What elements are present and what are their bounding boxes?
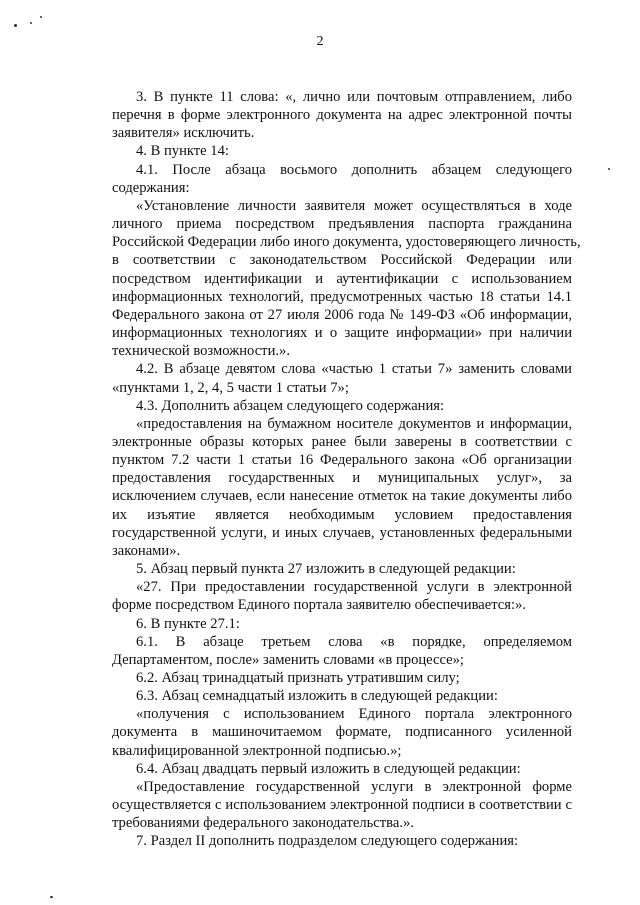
paragraph-line: 4.2. В абзаце девятом слова «частью 1 статьи 7» заменить словами [136,361,572,378]
scan-speck [608,168,610,170]
paragraph-line: технической возможности.». [112,343,290,360]
document-paragraph [112,397,572,415]
document-paragraph [112,142,572,160]
paragraph-line: 4.3. Дополнить абзацем следующего содержания: [136,397,445,414]
paragraph-line: 6. В пункте 27.1: [136,615,240,632]
paragraph-line: их изъятие является необходимым условием предоставления [112,506,572,523]
scan-speck [40,16,42,18]
paragraph-line: содержания: [112,179,190,196]
scan-speck [50,896,53,898]
document-paragraph [112,360,572,396]
paragraph-line: в соответствии с законодательством Российской Федерации или [112,252,572,269]
paragraph-line: личного приема посредством предъявления паспорта гражданина [112,216,572,233]
document-paragraph [112,88,572,142]
document-paragraph [112,560,572,578]
paragraph-line: осуществляется с использованием электронной подписи в соответствии с [112,797,572,814]
document-paragraph [112,615,572,633]
paragraph-line: 6.2. Абзац тринадцатый признать утратившим силу; [136,670,460,686]
paragraph-line: «пунктами 1, 2, 4, 5 части 1 статьи 7»; [112,379,349,396]
paragraph-line: «получения с использованием Единого портала электронного [136,706,572,723]
page-number: 2 [316,34,324,49]
document-paragraph [112,578,572,614]
paragraph-line: предоставления государственных и муниципальных услуг», за [112,470,572,487]
paragraph-line: пунктом 7.2 части 1 статьи 16 Федерального закона «Об организации [112,452,572,469]
document-paragraph [112,161,572,197]
paragraph-line: информационных технологий, предусмотренных частью 18 статьи 14.1 [112,288,572,305]
paragraph-line: «предоставления на бумажном носителе документов и информации, [136,415,572,432]
paragraph-line: посредством идентификации и аутентификации с использованием [112,270,572,287]
scan-speck [14,24,17,27]
paragraph-line: требованиями федерального законодательства.». [112,815,414,832]
document-paragraph [112,778,572,832]
document-paragraph [112,832,572,850]
paragraph-line: форме посредством Единого портала заявителю обеспечивается:». [112,597,526,614]
paragraph-line: 4.1. После абзаца восьмого дополнить абзацем следующего [136,161,572,178]
paragraph-line: 7. Раздел II дополнить подразделом следующего содержания: [136,833,519,850]
paragraph-line: 3. В пункте 11 слова: «, лично или почтовым отправлением, либо [136,89,572,105]
paragraph-line: законами». [112,542,181,559]
document-paragraph [112,760,572,778]
document-paragraph [112,687,572,705]
paragraph-line: электронные образы которых ранее были заверены в соответствии с [112,433,572,450]
paragraph-line: квалифицированной электронной подписью.»; [112,742,402,759]
paragraph-line: 6.4. Абзац двадцать первый изложить в следующей редакции: [136,760,521,777]
paragraph-line: «Предоставление государственной услуги в электронной форме [136,778,572,795]
paragraph-line: 6.3. Абзац семнадцатый изложить в следующей редакции: [136,688,498,705]
paragraph-line: Российской Федерации либо иного документа, удостоверяющего личность, [112,234,581,251]
paragraph-line: 4. В пункте 14: [136,143,229,160]
paragraph-line: Департаментом, после» заменить словами «в процессе»; [112,651,464,668]
paragraph-line: Федерального закона от 27 июля 2006 года № 149-ФЗ «Об информации, [112,306,572,323]
paragraph-line: перечня в форме электронного документа на адрес электронной почты [112,107,572,124]
paragraph-line: заявителя» исключить. [112,125,255,142]
scan-speck [30,22,32,24]
paragraph-line: информационных технологиях и о защите информации» при наличии [112,325,572,342]
document-paragraph [112,415,572,560]
document-body [112,88,581,851]
paragraph-line: исключением случаев, если нанесение отметок на такие документы либо [112,488,572,505]
document-paragraph [112,705,572,759]
paragraph-line: 5. Абзац первый пункта 27 изложить в следующей редакции: [136,561,516,578]
paragraph-line: документа в машиночитаемом формате, подписанного усиленной [112,724,572,741]
document-paragraph [112,633,572,669]
paragraph-line: государственной услуги, и иных случаев, установленных федеральными [112,524,572,541]
document-paragraph [112,197,581,360]
document-paragraph [112,669,572,687]
paragraph-line: «27. При предоставлении государственной услуги в электронной [136,579,572,596]
paragraph-line: «Установление личности заявителя может осуществляться в ходе [136,197,572,214]
paragraph-line: 6.1. В абзаце третьем слова «в порядке, определяемом [136,633,572,650]
